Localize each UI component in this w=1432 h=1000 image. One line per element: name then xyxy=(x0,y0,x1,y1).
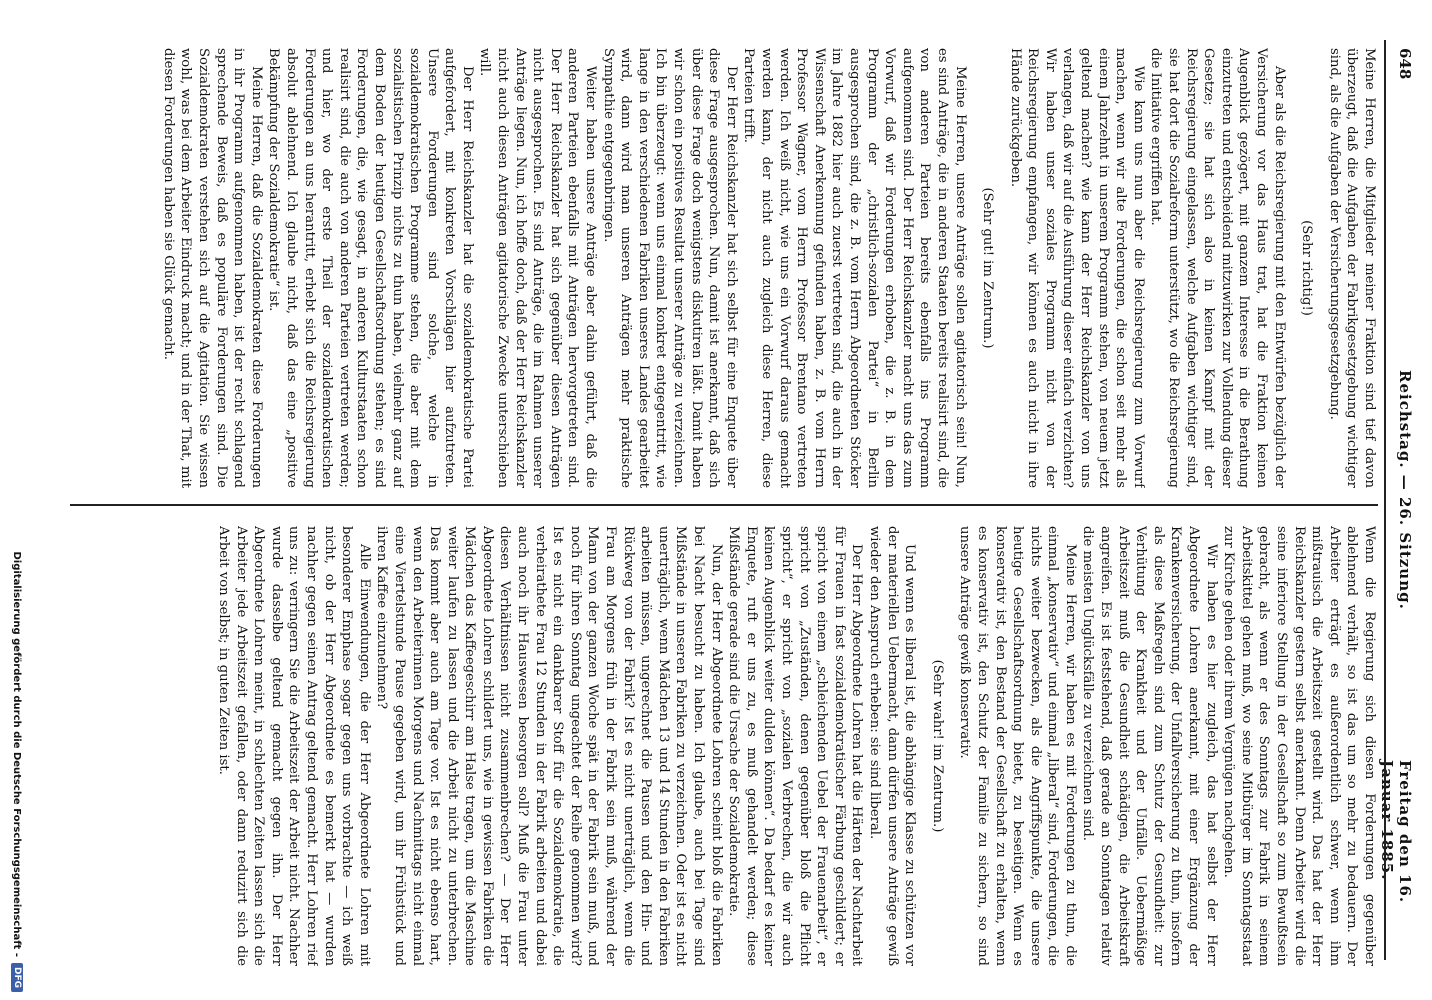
paragraph: Nun, der Herr Abgeordnete Lohren scheint bloß die Fabriken bei Nacht besucht zu haben. Ich glaube, auch bei Tage sind Mißstände in unseren Fabriken zu verzeichnen. Oder ist es nicht unerträglich, wenn Mädchen 13 und 14 Stunden in den Fabriken arbeiten müssen, ungerechnet die Pausen und den Hin- und Rückweg von der Fabrik? Ist es nicht unerträglich, wenn die Frau am Morgens früh in der Fabrik sein muß, während der Mann von der ganzen Woche spät in der Fabrik sein muß, und noch für ihren Sonntag ungeachtet der Reihe genommen wird? Ist es nicht ein dankbarer Stoff für die Sozialdemokratie, die verheirathete Frau 12 Stunden in der Fabrik arbeiten und dabei auch noch ihr Hauswesen besorgen soll? Muß die Frau unter diesen Verhältnissen nicht zusammenbrechen? — Der Herr Abgeordnete Lohren schildert uns, wie in gewissen Fabriken die Mädchen das Kaffeegeschirr am Halse tragen, um die Maschine weiter laufen zu lassen und die Arbeit nicht zu unterbrechen. Das kommt aber auch am Tage vor. Ist es nicht ebenso hart, wenn den Arbeiterinnen Morgens und Nachmittags nicht einmal eine Viertelstunde Pause gegeben wird, um ihr Frühstück und ihren Kaffee einzunehmen? xyxy=(374,526,724,966)
page-number: 648 xyxy=(1396,48,1414,80)
column-rule xyxy=(70,504,1378,506)
session-date: Freitag den 16. Januar 1885. xyxy=(1378,760,1414,904)
paragraph: Der Herr Abgeordnete Lohren hat die Härten der Nachtarbeit für Frauen in fast sozialdemokratischer Färbung geschildert; er spricht von einem „schleichenden Uebel der Frauenarbeit“, er spricht von „Zuständen, denen gegenüber bloß die Pflicht spricht“, er spricht von „sozialen Verbrechen, die wir auch keinen Augenblick weiter dulden können“. Da bedarf es keiner Enquete, ruft er uns zu, es muß gehandelt werden; diese Mißstände gerade sind die Ursache der Sozialdemokratie. xyxy=(726,526,865,966)
paragraph: Der Herr Reichskanzler hat die sozialdemokratische Partei aufgefordert, mit konkreten Vorschlägen hier aufzutreten. Unsere Forderungen sind solche, welche in sozialdemokratischen Programme stehen, die aber mit dem sozialistischen Prinzip nichts zu thun haben, vielmehr ganz auf dem Boden der heutigen Gesellschaftsordnung stehen; es sind Forderungen, die, wie gesagt, in anderen Kulturstaaten schon realisirt sind, die auch von anderen Parteien vertreten werden; und hier, wo der erste Theil der sozialdemokratischen Forderungen an uns herantritt, erhebt sich die Reichsregierung absolut ablehnend. Ich glaube nicht, daß das eine „positive Bekämpfung der Sozialdemokratie“ ist. xyxy=(266,48,475,488)
interjection: (Sehr richtig!) xyxy=(1299,220,1315,316)
paragraph: Meine Herren, daß die Sozialdemokraten diese Forderungen in ihr Programm aufgenommen haben, ist der recht schlagend sprechende Beweis, daß es populäre Forderungen sind. Die Sozialdemokraten verstehen sich auf die Agitation. Sie wissen wohl, was bei dem Arbeiter Eindruck macht; und in der That, mit diesen Forderungen haben sie Glück gemacht. xyxy=(160,48,264,488)
paragraph: Alle Einwendungen, die der Herr Abgeordnete Lohren mit besonderer Emphase sogar gegen uns vorbrachte — ich weiß nicht, ob der Herr Abgeordnete es bemerkt hat — wurden nachher gegen seinen Antrag geltend gemacht. Herr Lohren rief uns zu: verringern Sie die Arbeitszeit der Arbeit nicht. Nachher wurde dasselbe geltend gemacht gegen ihn. Der Herr Abgeordnete Lohren meint, in schlechten Zeiten lassen sich die Arbeiter jede Arbeitszeit gefallen, oder dann reduzirt sich die Arbeit von selbst; in guten Zeiten ist. xyxy=(216,526,372,966)
interjection: (Sehr gut! im Zentrum.) xyxy=(980,187,996,349)
right-column xyxy=(66,526,1378,966)
paragraph: Wenn die Regierung sich diesen Forderungen gegenüber ablehnend verhält, so ist das um so mehr zu bedauern. Der Arbeiter erträgt es außerordentlich schwer, wenn ihm mißtrauisch die Arbeitszeit gestellt wird. Das hat der Herr Reichskanzler gestern selbst anerkannt. Denn Arbeiter wird die seine inferiore Stellung in der Gesellschaft so zum Bewußtsein gebracht, als wenn er des Sonntags zur Fabrik in seinem Arbeitskittel gehen muß, wo seine Mitbürger im Sonntagsstaat zur Kirche gehen oder ihrem Vergnügen nachgehen. xyxy=(1221,526,1377,966)
paragraph: Meine Herren, die Mitglieder meiner Fraktion sind tief davon überzeugt, daß die Aufgaben der Fabrikgesetzgebung wichtiger sind, als die Aufgaben der Versicherungsgesetzgebung. xyxy=(1326,48,1377,488)
paragraph: Der Herr Reichskanzler hat sich selbst für eine Enquete über diese Frage ausgesprochen. Nun, damit ist anerkannt, daß sich über diese Frage doch wenigstens diskutiren läßt. Damit haben wir schon ein positives Resultat unserer Anträge zu verzeichnen. Ich bin überzeugt: wenn uns einmal konkret entgegentritt, wie lange in den verschiedenen Fabriken unseres Landes gearbeitet wird, dann wird man unseren Anträgen mehr praktische Sympathie entgegenbringen. xyxy=(600,48,739,488)
paragraph: Weiter haben unsere Anträge aber dahin geführt, daß die anderen Parteien ebenfalls mit Anträgen hervorgetreten sind. Der Herr Reichskanzler hat sich gegenüber diesen Anträgen nicht ausgesprochen. Es sind Anträge, die im Rahmen unserer Anträge liegen. Nun, ich hoffe doch, daß der Herr Reichskanzler nicht auch diesen Anträgen agitatorische Zwecke unterschieben will. xyxy=(477,48,599,488)
session-title: Reichstag. — 26. Sitzung. xyxy=(1396,370,1414,610)
page-header xyxy=(1378,40,1418,960)
dfg-logo: DFG xyxy=(11,963,23,992)
paragraph: Meine Herren, wir haben es mit Forderungen zu thun, die einmal „konservativ“ und einmal „liberal“ sind, Forderungen, die nichts weiter bezwecken, als die Angriffspunkte, die unsere heutige Gesellschaftsordnung bietet, zu beseitigen. Wenn es konservativ ist, den Bestand der Gesellschaft zu erhalten, wenn es konservativ ist, den Schutz der Familie zu sichern, so sind unsere Anträge gewiß konservativ. xyxy=(957,526,1078,966)
paragraph: Und wenn es liberal ist, die abhängige Klasse zu schützen vor der materiellen Uebermacht, dann dürfen unsere Anträge gewiß wieder den Anspruch erheben: sie sind liberal. xyxy=(866,526,918,966)
interjection: (Sehr wahr! im Zentrum.) xyxy=(929,659,945,833)
paragraph: Wir haben es hier zugleich, das hat selbst der Herr Abgeordnete Lohren anerkannt, mit einer Ergänzung der Krankenversicherung, der Unfallversicherung zu thun, insofern als diese Maßregeln sind zum Schutz der Gesundheit: zur Verhütung der Krankheit und der Unfälle. Uebermäßige Arbeitszeit muß die Gesundheit schädigen, die Arbeitskraft angreifen. Es ist feststehend, daß gerade an Sonntagen relativ die meisten Unglücksfälle zu verzeichnen sind. xyxy=(1080,526,1219,966)
digitization-credit: Digitalisierung gefördert durch die Deutsche Forschungsgemeinschaft - xyxy=(11,551,23,957)
paragraph: Wie kann uns nun aber die Reichsregierung zum Vorwurf machen, wenn wir alte Forderungen, die schon seit mehr als einem Jahrzehnt in unserem Programm stehen, von neuem jetzt geltend machen? wie kann der Herr Reichskanzler von uns verlangen, daß wir auf die Ausführung dieser einfach verzichten? Wir haben unser soziales Programm nicht von der Reichsregierung empfangen, wir können es auch nicht in ihre Hände zurückgeben. xyxy=(1007,48,1146,488)
page-footer xyxy=(8,0,26,1000)
paragraph: Meine Herren, unsere Anträge sollen agitatorisch sein! Nun, es sind Anträge, die in anderen Staaten bereits realisirt sind, die von anderen Parteien bereits ebenfalls ins Programm aufgenommen sind. Der Herr Reichskanzler macht uns das zum Vorwurf, daß wir Forderungen erhoben, die z. B. in dem Programm der „christlich-sozialen Partei“ in Berlin ausgesprochen sind, die z. B. vom Herrn Abgeordneten Stöcker im Jahre 1882 hier auch zuerst vertreten sind, die auch in der Wissenschaft Anerkennung gefunden haben, z. B. vom Herrn Professor Wagner, vom Herrn Professor Brentano vertreten werden. Ich weiß nicht, wie uns ein Vorwurf daraus gemacht werden kann, der nicht auch zugleich diese Herren, diese Parteien trifft. xyxy=(741,48,968,488)
left-column xyxy=(66,48,1378,488)
paragraph: Aber als die Reichsregierung mit den Entwürfen bezüglich der Versicherung vor das Haus trat, hat die Fraktion keinen Augenblick gezögert, mit ganzem Interesse in die Berathung einzutreten und entscheidend mitzuwirken zur Vollendung dieser Gesetze; sie hat sich also in keinen Kampf mit der Reichsregierung eingelassen, welche Aufgaben wichtiger sind, sie hat dort die Sozialreform unterstützt, wo die Reichsregierung die Initiative ergriffen hat. xyxy=(1148,48,1287,488)
header-rule xyxy=(1384,40,1386,960)
